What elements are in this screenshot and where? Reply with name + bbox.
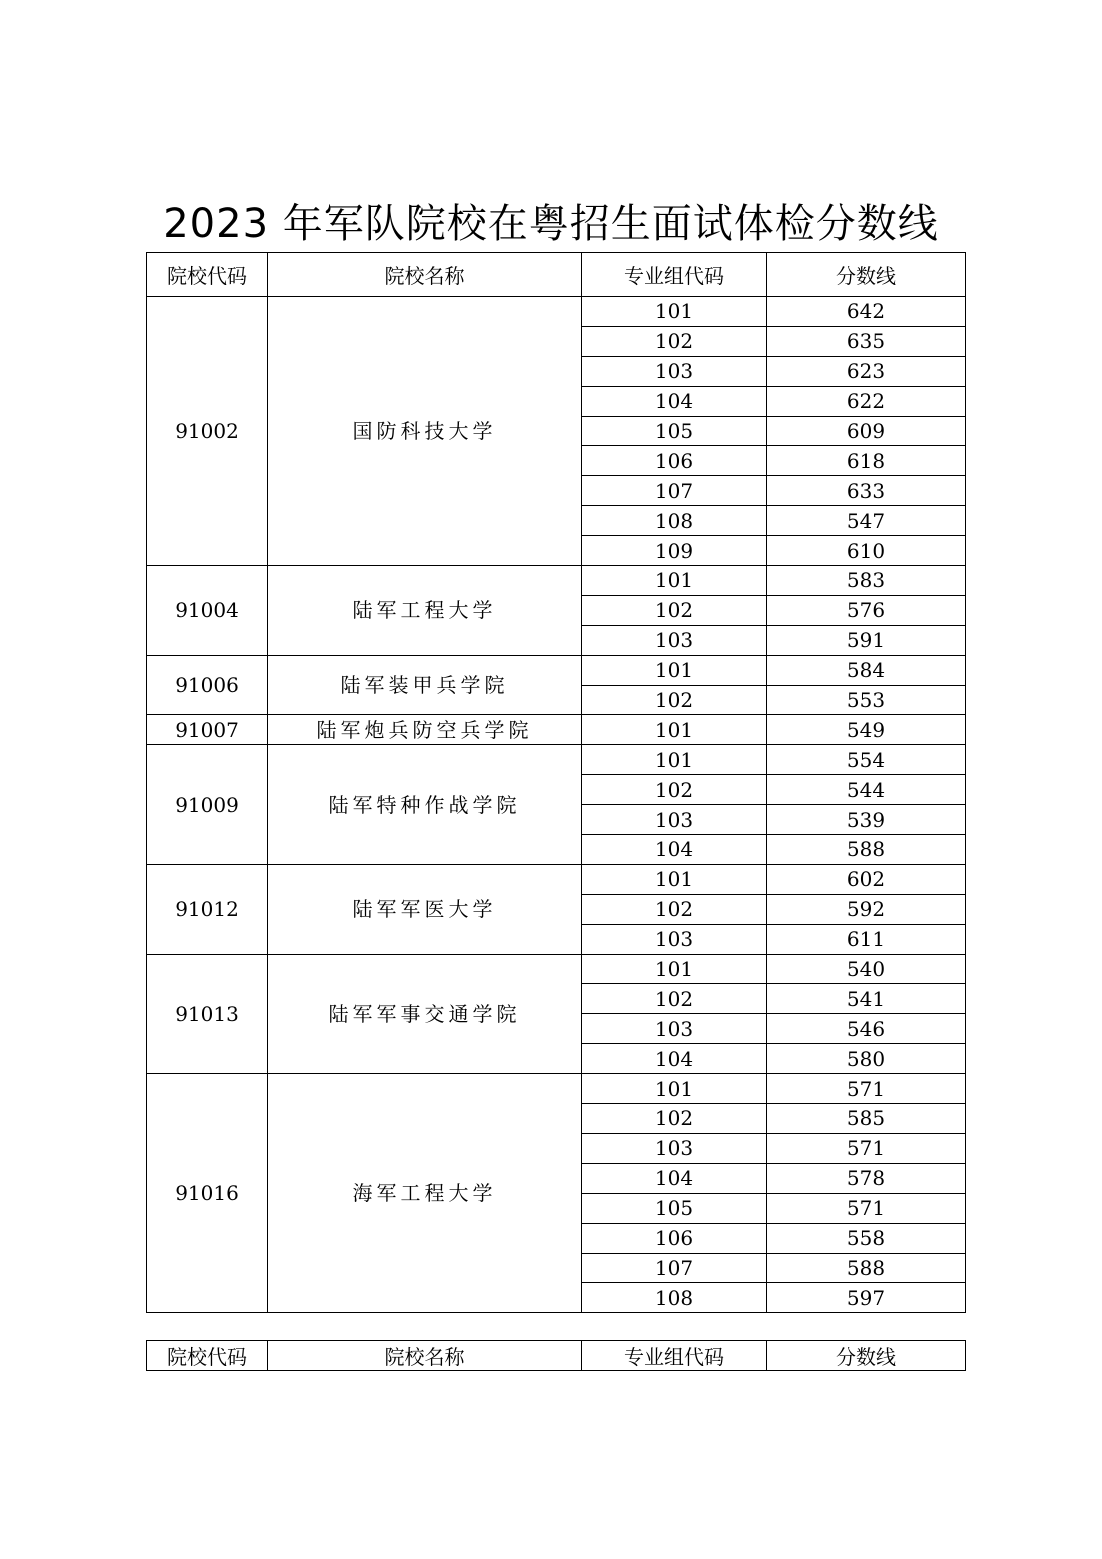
school-name-cell: 陆军特种作战学院 (268, 745, 582, 865)
score-cell: 580 (767, 1044, 966, 1074)
group-code-cell: 101 (582, 566, 767, 596)
score-cell: 571 (767, 1133, 966, 1163)
table-row (147, 1074, 966, 1104)
table-row (147, 864, 966, 894)
group-code-cell: 104 (582, 1163, 767, 1193)
table-body (147, 297, 966, 1313)
score-cell: 610 (767, 536, 966, 566)
group-code-cell: 103 (582, 1133, 767, 1163)
group-code-cell: 103 (582, 805, 767, 835)
score-cell: 585 (767, 1104, 966, 1134)
score-cell: 591 (767, 625, 966, 655)
group-code-cell: 101 (582, 745, 767, 775)
score-cell: 623 (767, 356, 966, 386)
score-cell: 602 (767, 864, 966, 894)
table-row (147, 745, 966, 775)
group-code-cell: 106 (582, 1223, 767, 1253)
score-cell: 578 (767, 1163, 966, 1193)
table-header-row (147, 253, 966, 297)
header-school-name: 院校名称 (268, 253, 582, 297)
group-code-cell: 102 (582, 775, 767, 805)
group-code-cell: 102 (582, 326, 767, 356)
group-code-cell: 103 (582, 625, 767, 655)
score-cell: 609 (767, 416, 966, 446)
school-name-cell: 国防科技大学 (268, 297, 582, 566)
group-code-cell: 102 (582, 984, 767, 1014)
table-header-row (147, 1341, 966, 1371)
score-cell: 554 (767, 745, 966, 775)
group-code-cell: 105 (582, 416, 767, 446)
header-group-code: 专业组代码 (582, 1341, 767, 1371)
group-code-cell: 103 (582, 924, 767, 954)
group-code-cell: 103 (582, 1014, 767, 1044)
group-code-cell: 104 (582, 1044, 767, 1074)
score-cell: 558 (767, 1223, 966, 1253)
page-title: 2023 年军队院校在粤招生面试体检分数线 (163, 201, 939, 247)
score-cell: 622 (767, 386, 966, 416)
header-school-name: 院校名称 (268, 1341, 582, 1371)
score-cell: 553 (767, 685, 966, 715)
score-cell: 635 (767, 326, 966, 356)
school-code-cell: 91009 (147, 745, 268, 865)
group-code-cell: 101 (582, 715, 767, 745)
table-row (147, 566, 966, 596)
school-code-cell: 91012 (147, 864, 268, 954)
header-school-code: 院校代码 (147, 1341, 268, 1371)
header-score: 分数线 (767, 253, 966, 297)
group-code-cell: 104 (582, 835, 767, 865)
score-cell: 571 (767, 1193, 966, 1223)
group-code-cell: 107 (582, 1253, 767, 1283)
school-code-cell: 91006 (147, 655, 268, 715)
group-code-cell: 101 (582, 655, 767, 685)
table-row (147, 297, 966, 327)
score-cell: 618 (767, 446, 966, 476)
group-code-cell: 102 (582, 1104, 767, 1134)
group-code-cell: 101 (582, 864, 767, 894)
group-code-cell: 101 (582, 297, 767, 327)
school-name-cell: 陆军军医大学 (268, 864, 582, 954)
score-cell: 539 (767, 805, 966, 835)
group-code-cell: 101 (582, 1074, 767, 1104)
score-cell: 588 (767, 1253, 966, 1283)
school-code-cell: 91004 (147, 566, 268, 656)
header-group-code: 专业组代码 (582, 253, 767, 297)
score-cell: 584 (767, 655, 966, 685)
school-name-cell: 陆军炮兵防空兵学院 (268, 715, 582, 745)
group-code-cell: 108 (582, 506, 767, 536)
score-cell: 642 (767, 297, 966, 327)
group-code-cell: 106 (582, 446, 767, 476)
score-cell: 633 (767, 476, 966, 506)
group-code-cell: 108 (582, 1283, 767, 1313)
school-code-cell: 91013 (147, 954, 268, 1074)
group-code-cell: 102 (582, 595, 767, 625)
group-code-cell: 105 (582, 1193, 767, 1223)
score-cell: 583 (767, 566, 966, 596)
table-row (147, 655, 966, 685)
score-cell: 540 (767, 954, 966, 984)
school-code-cell: 91016 (147, 1074, 268, 1313)
score-cell: 576 (767, 595, 966, 625)
table-row (147, 954, 966, 984)
table-row (147, 715, 966, 745)
group-code-cell: 104 (582, 386, 767, 416)
group-code-cell: 102 (582, 685, 767, 715)
group-code-cell: 109 (582, 536, 767, 566)
group-code-cell: 103 (582, 356, 767, 386)
header-score: 分数线 (767, 1341, 966, 1371)
group-code-cell: 102 (582, 894, 767, 924)
school-name-cell: 陆军工程大学 (268, 566, 582, 656)
score-cell: 597 (767, 1283, 966, 1313)
school-code-cell: 91002 (147, 297, 268, 566)
school-name-cell: 陆军军事交通学院 (268, 954, 582, 1074)
score-cell: 592 (767, 894, 966, 924)
score-table (146, 252, 966, 1313)
score-cell: 588 (767, 835, 966, 865)
score-cell: 549 (767, 715, 966, 745)
score-cell: 547 (767, 506, 966, 536)
group-code-cell: 101 (582, 954, 767, 984)
header-school-code: 院校代码 (147, 253, 268, 297)
score-cell: 611 (767, 924, 966, 954)
continued-table-header (146, 1340, 966, 1371)
school-name-cell: 海军工程大学 (268, 1074, 582, 1313)
score-cell: 546 (767, 1014, 966, 1044)
school-code-cell: 91007 (147, 715, 268, 745)
score-cell: 571 (767, 1074, 966, 1104)
score-cell: 544 (767, 775, 966, 805)
score-cell: 541 (767, 984, 966, 1014)
group-code-cell: 107 (582, 476, 767, 506)
school-name-cell: 陆军装甲兵学院 (268, 655, 582, 715)
